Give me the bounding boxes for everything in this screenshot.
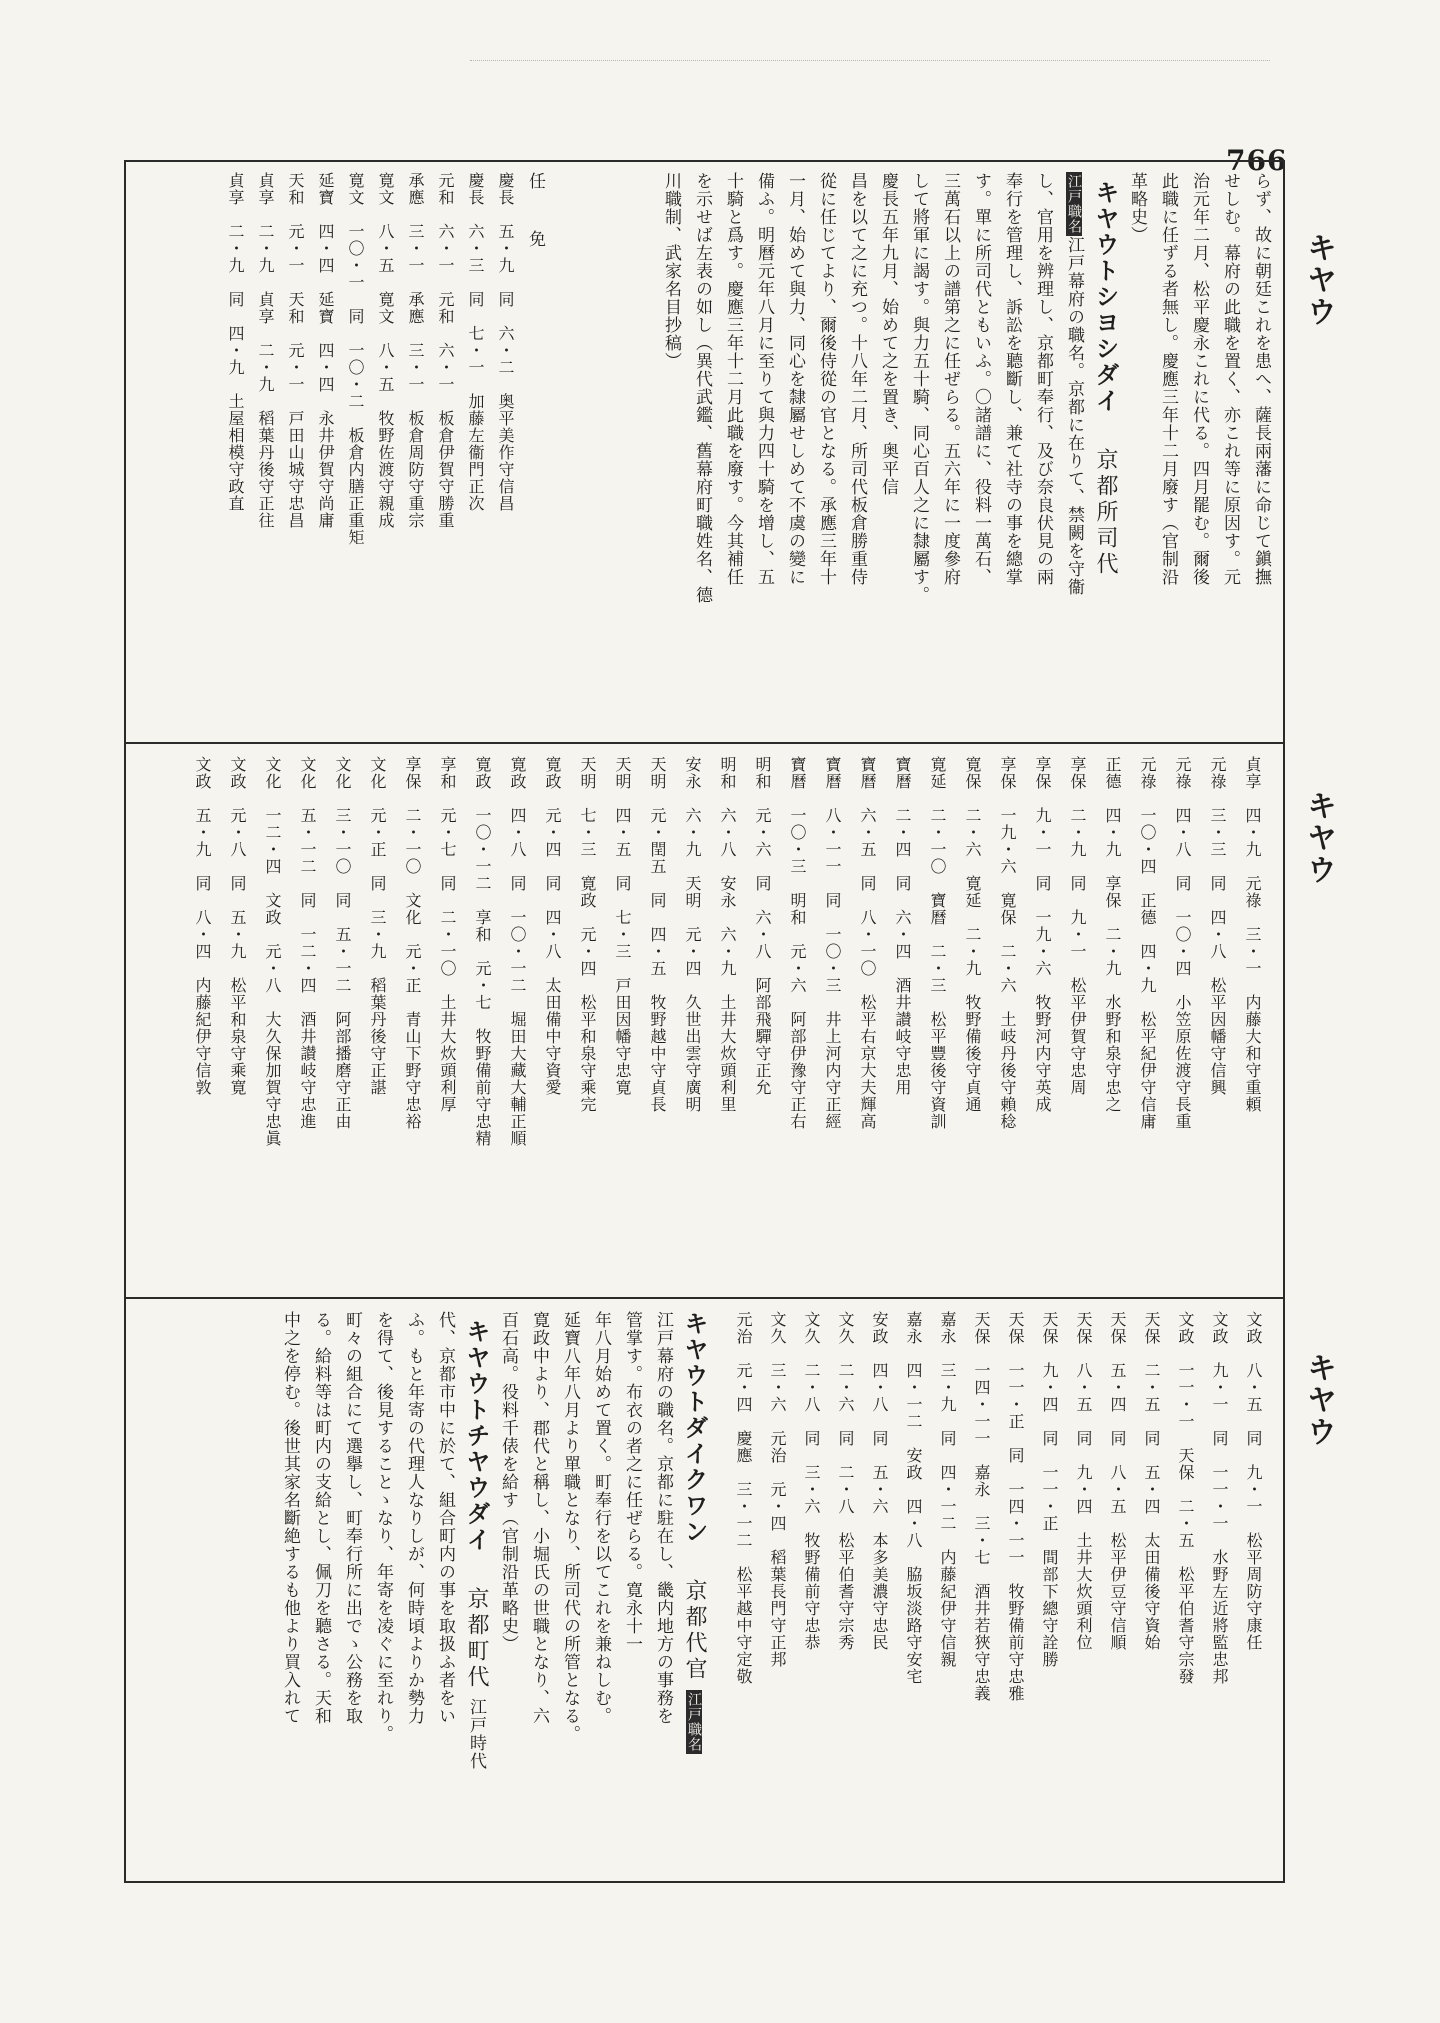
entry-body-line: 江戸幕府の職名。京都に在りて、禁闕を守衞 <box>1064 236 1084 596</box>
table-row: 承應 三・一 承應 三・一 板倉周防守重宗 <box>406 172 425 529</box>
table-row: 文久 三・六 元治 元・四 稻葉長門守正邦 <box>768 1311 787 1668</box>
continuation-line: せしむ。幕府の此職を置く、亦これ等に原因す。元 <box>1220 172 1240 586</box>
table-row: 享保 九・一 同 一九・六 牧野河内守英成 <box>1033 756 1052 1113</box>
entry-body-line: る。給料等は町内の支給とし、佩刀を聽さる。天和 <box>311 1311 331 1725</box>
entry-body-line: 川職制、武家名目抄稿） <box>661 172 681 370</box>
entry-headword: キヤウトチヤウダイ <box>462 1319 490 1553</box>
table-row: 寛政 一〇・一二 享和 元・七 牧野備前守忠精 <box>473 756 492 1147</box>
table-row: 寛延 二・一〇 寶曆 二・三 松平豐後守資訓 <box>928 756 947 1130</box>
table-row: 元治 元・四 慶應 三・一二 松平越中守定敬 <box>734 1311 753 1685</box>
table-row: 寛文 一〇・一 同 一〇・二 板倉内膳正重矩 <box>346 172 365 546</box>
appointment-table-3 <box>710 1311 1270 1871</box>
table-row: 天保 八・五 同 九・四 土井大炊頭利位 <box>1074 1311 1093 1651</box>
entry-kanji-title: 京都町代 <box>464 1587 489 1692</box>
table-row: 貞享 二・九 同 四・九 土屋相模守政直 <box>226 172 245 512</box>
table-row: 享保 二・九 同 九・一 松平伊賀守忠周 <box>1068 756 1087 1096</box>
section-divider-1 <box>124 742 1285 744</box>
section-1 <box>132 172 1276 732</box>
entry-body-line: 備ふ。明曆元年八月に至りて與力四十騎を增し、五 <box>754 172 774 586</box>
entry-body-line: を示せば左表の如し（異代武鑑、舊幕府町職姓名、德 <box>692 172 712 604</box>
table-row: 元和 六・一 元和 六・一 板倉伊賀守勝重 <box>436 172 455 529</box>
table-row: 天和 元・一 天和 元・一 戸田山城守忠昌 <box>286 172 305 529</box>
entry-body-line: 十騎と爲す。慶應三年十二月此職を廢す。今其補任 <box>723 172 743 586</box>
table-row: 寶曆 二・四 同 六・四 酒井讃岐守忠用 <box>893 756 912 1096</box>
guide-word-top: キヤウ <box>1301 232 1336 328</box>
table-row: 嘉永 三・九 同 四・一二 内藤紀伊守信親 <box>938 1311 957 1668</box>
table-row: 天明 元・閏五 同 四・五 牧野越中守貞長 <box>648 756 667 1113</box>
table-row: 安永 六・九 天明 元・四 久世出雲守廣明 <box>683 756 702 1113</box>
entry-body-line: 寛政中より、郡代と稱し、小堀氏の世職となり、六 <box>529 1311 549 1725</box>
table-row: 寶曆 一〇・三 明和 元・六 阿部伊豫守正右 <box>788 756 807 1130</box>
table-row: 文化 五・一二 同 一二・四 酒井讃岐守忠進 <box>298 756 317 1130</box>
page-number: 766 <box>1226 144 1288 177</box>
table-row: 安政 四・八 同 五・六 本多美濃守忠民 <box>870 1311 889 1651</box>
appointment-table-1 <box>150 172 550 732</box>
entry-body-line: 代、京都市中に於て、組合町内の事を取扱ふ者をい <box>435 1311 455 1725</box>
section-3-text <box>150 1311 710 1871</box>
table-row: 嘉永 四・一二 安政 四・八 脇坂淡路守安宅 <box>904 1311 923 1685</box>
entry-body-line: 延寶八年八月より單職となり、所司代の所管となる。 <box>560 1311 580 1743</box>
table-row: 文久 二・六 同 二・八 松平伯耆守宗秀 <box>836 1311 855 1651</box>
table-row: 天保 九・四 同 一一・正 間部下總守詮勝 <box>1040 1311 1059 1668</box>
table-row: 文化 元・正 同 三・九 稻葉丹後守正諶 <box>368 756 387 1096</box>
guide-word-middle: キヤウ <box>1301 790 1336 886</box>
continuation-line: 治元年二月、松平慶永これに代る。四月罷む。爾後 <box>1189 172 1209 586</box>
table-row: 元祿 四・八 同 一〇・四 小笠原佐渡守長重 <box>1173 756 1192 1130</box>
entry-body-line: を得て、後見することゝなり、年寄を凌ぐに至れり。 <box>373 1311 393 1743</box>
entry-body-line: して將軍に謁す。與力五十騎、同心百人之に隸屬す。 <box>909 172 929 604</box>
table-row: 文政 九・一 同 一一・一 水野左近將監忠邦 <box>1210 1311 1229 1685</box>
table-row: 貞享 二・九 貞享 二・九 稻葉丹後守正往 <box>256 172 275 529</box>
section-1-text <box>556 172 1276 732</box>
entry-body-line: ふ。もと年寄の代理人なりしが、何時頃よりか勢力 <box>404 1311 424 1725</box>
entry-body-line: 奉行を管理し、訴訟を聽斷し、兼て社寺の事を總掌 <box>1002 172 1022 586</box>
continuation-line: らず、故に朝廷これを患へ、薩長兩藩に命じて鎭撫 <box>1251 172 1271 586</box>
section-divider-2 <box>124 1297 1285 1299</box>
entry-category-tag: 江戸職名 <box>1066 174 1082 234</box>
table-row: 寶曆 八・一一 同 一〇・三 井上河内守正經 <box>823 756 842 1130</box>
appointment-table-2 <box>150 756 1270 1286</box>
table-row: 慶長 六・三 同 七・一 加藤左衞門正次 <box>466 172 485 512</box>
guide-word-bottom: キヤウ <box>1301 1352 1336 1448</box>
entry-body-line: し、官用を辨理し、京都町奉行、及び奈良伏見の兩 <box>1033 172 1053 586</box>
table-row: 天明 七・三 寛政 元・四 松平和泉守乘完 <box>578 756 597 1113</box>
table-row: 天明 四・五 同 七・三 戸田因幡守忠寛 <box>613 756 632 1096</box>
table-row: 文政 元・八 同 五・九 松平和泉守乘寛 <box>228 756 247 1096</box>
entry-body-line: 管掌す。布衣の者之に任ぜらる。寛永十一 <box>622 1311 642 1653</box>
table-row: 天保 一四・一一 嘉永 三・七 酒井若狹守忠義 <box>972 1311 991 1702</box>
table-header: 任 免 <box>525 172 545 259</box>
entry-kanji-title: 京都所司代 <box>1093 448 1118 579</box>
entry-body-line: 百石高。役料千俵を給す（官制沿革略史） <box>498 1311 518 1653</box>
table-row: 貞享 四・九 元祿 三・一 内藤大和守重頼 <box>1243 756 1262 1113</box>
table-row: 文久 二・八 同 三・六 牧野備前守忠恭 <box>802 1311 821 1651</box>
entry-body-line: 三萬石以上の譜第之に任ぜらる。五六年に一度參府 <box>940 172 960 586</box>
entry-body-line: 中之を停む。後世其家名斷絶するも他より買入れて <box>280 1311 300 1725</box>
table-row: 元祿 三・三 同 四・八 松平因幡守信興 <box>1208 756 1227 1096</box>
entry-body-line: 慶長五年九月、始めて之を置き、奥平信 <box>878 172 898 496</box>
table-row: 天保 一一・正 同 一四・一一 牧野備前守忠雅 <box>1006 1311 1025 1702</box>
table-row: 寛政 四・八 同 一〇・一二 堀田大藏大輔正順 <box>508 756 527 1147</box>
entry-kanji-title: 京都代官 <box>682 1579 707 1684</box>
continuation-line: 此職に任ずる者無し。慶應三年十二月廢す（官制沿 <box>1158 172 1178 586</box>
scan-fold-mark <box>470 60 1270 61</box>
entry-body-line: 一月、始めて與力、同心を隸屬せしめて不虞の變に <box>785 172 805 586</box>
section-3 <box>132 1311 1276 1871</box>
table-row: 享和 元・七 同 二・一〇 土井大炊頭利厚 <box>438 756 457 1113</box>
table-row: 明和 六・八 安永 六・九 土井大炊頭利里 <box>718 756 737 1113</box>
table-row: 文政 五・九 同 八・四 内藤紀伊守信敦 <box>193 756 212 1096</box>
table-row: 享保 二・一〇 文化 元・正 青山下野守忠裕 <box>403 756 422 1130</box>
table-row: 延寶 四・四 延寶 四・四 永井伊賀守尚庸 <box>316 172 335 529</box>
table-row: 享保 一九・六 寛保 二・六 土岐丹後守賴稔 <box>998 756 1017 1130</box>
table-row: 寛保 二・六 寛延 二・九 牧野備後守貞通 <box>963 756 982 1113</box>
entry-headword: キヤウトダイクワン <box>680 1311 708 1545</box>
entry-category-tag: 江戸職名 <box>686 1691 702 1752</box>
table-row: 文政 八・五 同 九・一 松平周防守康任 <box>1244 1311 1263 1651</box>
table-row: 寛文 八・五 寛文 八・五 牧野佐渡守親成 <box>376 172 395 529</box>
entry-body-line: 年八月始めて置く。町奉行を以てこれを兼ねしむ。 <box>591 1311 611 1725</box>
section-2 <box>132 756 1276 1286</box>
table-row: 文政 一一・一 天保 二・五 松平伯耆守宗發 <box>1176 1311 1195 1685</box>
table-row: 天保 五・四 同 八・五 松平伊豆守信順 <box>1108 1311 1127 1651</box>
table-row: 寛政 元・四 同 四・八 太田備中守資愛 <box>543 756 562 1096</box>
table-row: 文化 一二・四 文政 元・八 大久保加賀守忠眞 <box>263 756 282 1147</box>
table-row: 元祿 一〇・四 正德 四・九 松平紀伊守信庸 <box>1138 756 1157 1130</box>
entry-body-line: 江戸幕府の職名。京都に駐在し、畿内地方の事務を <box>653 1311 673 1725</box>
continuation-line: 革略史） <box>1127 172 1147 244</box>
entry-era-label: 江戸時代 <box>466 1697 486 1770</box>
table-row: 天保 二・五 同 五・四 太田備後守資始 <box>1142 1311 1161 1651</box>
entry-body-line: す。單に所司代ともいふ。〇諸譜に、役料一萬石、 <box>971 172 991 586</box>
table-row: 明和 元・六 同 六・八 阿部飛驒守正允 <box>753 756 772 1096</box>
entry-body-line: 町々の組合にて選擧し、町奉行所に出でゝ公務を取 <box>342 1311 362 1725</box>
table-row: 寶曆 六・五 同 八・一〇 松平右京大夫輝高 <box>858 756 877 1130</box>
entry-body-line: 從に任じてより、爾後侍從の官となる。承應三年十 <box>816 172 836 586</box>
entry-body-line: 昌を以て之に充つ。十八年二月、所司代板倉勝重侍 <box>847 172 867 586</box>
table-row: 正德 四・九 享保 二・九 水野和泉守忠之 <box>1103 756 1122 1113</box>
table-row: 慶長 五・九 同 六・二 奥平美作守信昌 <box>496 172 515 512</box>
entry-headword: キヤウトシヨシダイ <box>1091 180 1119 414</box>
table-row: 文化 三・一〇 同 五・一二 阿部播磨守正由 <box>333 756 352 1130</box>
